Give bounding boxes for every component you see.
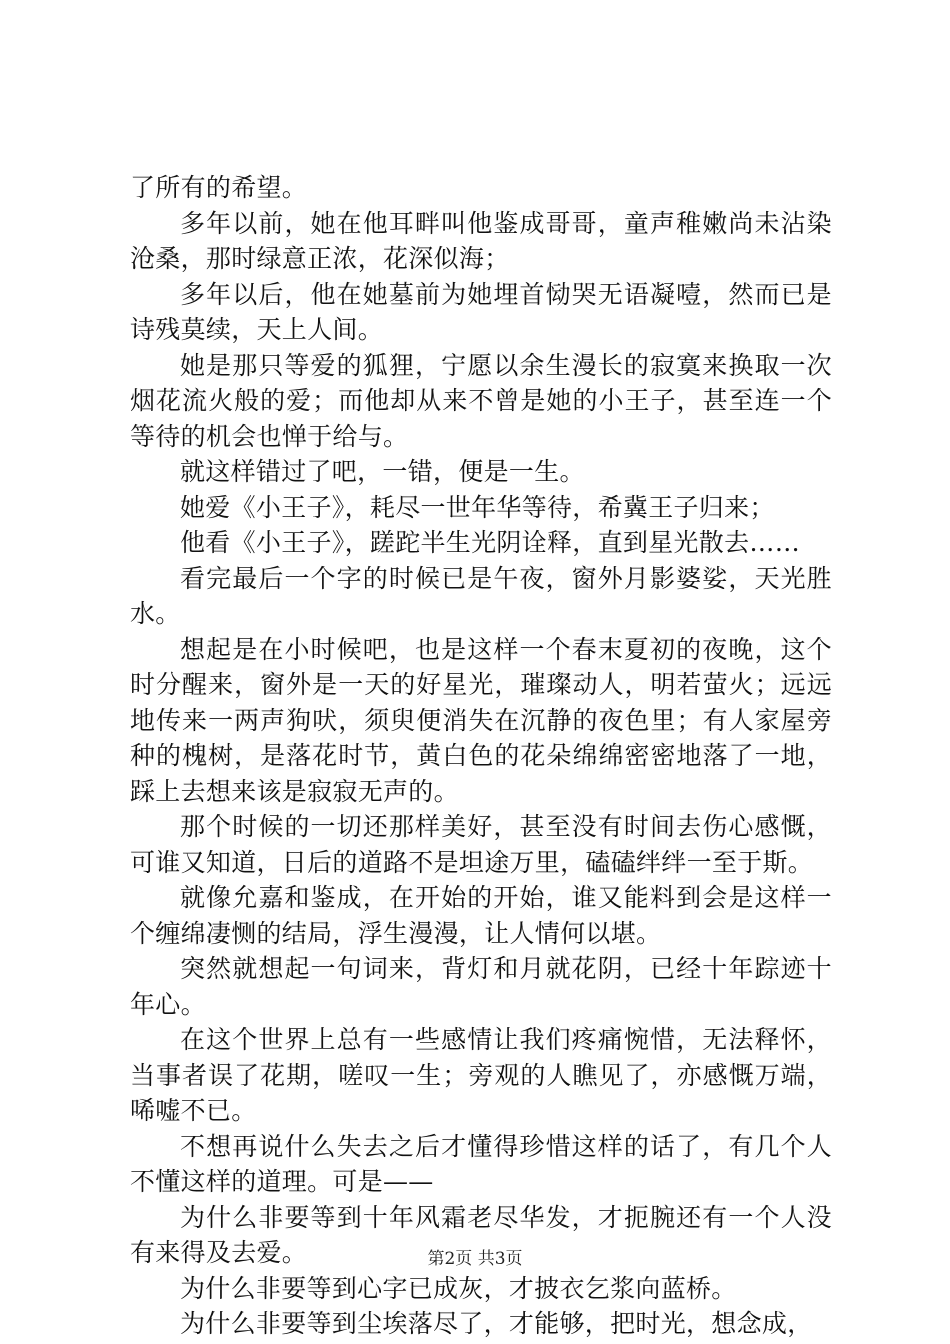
paragraph: 想起是在小时候吧，也是这样一个春末夏初的夜晚，这个时分醒来，窗外是一天的好星光，璀璨动人，明若萤火；远远地传来一两声狗吠，须臾便消失在沉静的夜色里；有人家屋旁种的槐树，是落花时节，黄白色的花朵绵绵密密地落了一地，踩上去想来该是寂寂无声的。 <box>130 634 832 806</box>
paragraph: 她爱《小王子》，耗尽一世年华等待，希冀王子归来； <box>180 492 775 522</box>
paragraph: 就像允嘉和鉴成，在开始的开始，谁又能料到会是这样一个缠绵凄恻的结局，浮生漫漫，让人情何以堪。 <box>130 883 832 948</box>
paragraph: 多年以后，他在她墓前为她埋首恸哭无语凝噎，然而已是诗残莫续，天上人间。 <box>130 279 832 344</box>
paragraph: 为什么非要等到十年风霜老尽华发，才扼腕还有一个人没有来得及去爱。 <box>130 1202 832 1267</box>
paragraph: 她是那只等爱的狐狸，宁愿以余生漫长的寂寞来换取一次烟花流火般的爱；而他却从来不曾是她的小王子，甚至连一个等待的机会也惮于给与。 <box>130 350 832 451</box>
paragraph: 那个时候的一切还那样美好，甚至没有时间去伤心感慨，可谁又知道，日后的道路不是坦途万里，磕磕绊绊一至于斯。 <box>130 812 832 877</box>
paragraph: 他看《小王子》，蹉跎半生光阴诠释，直到星光散去…… <box>180 528 801 557</box>
paragraph: 就这样错过了吧，一错，便是一生。 <box>180 457 585 486</box>
paragraph: 为什么非要等到尘埃落尽了，才能够，把时光，想念成， <box>180 1309 813 1338</box>
paragraph: 看完最后一个字的时候已是午夜，窗外月影婆娑，天光胜水。 <box>130 563 832 628</box>
page-number-footer: 第2页 共3页 <box>427 1249 523 1269</box>
paragraph: 了所有的希望。 <box>130 173 308 202</box>
paragraph: 为什么非要等到心字已成灰，才披衣乞浆向蓝桥。 <box>180 1273 737 1303</box>
paragraph: 不想再说什么失去之后才懂得珍惜这样的话了，有几个人不懂这样的道理。可是—— <box>130 1131 832 1196</box>
document-body <box>130 170 832 1342</box>
paragraph: 多年以前，她在他耳畔叫他鉴成哥哥，童声稚嫩尚未沾染沧桑，那时绿意正浓，花深似海； <box>130 208 832 273</box>
paragraph: 突然就想起一句词来，背灯和月就花阴，已经十年踪迹十年心。 <box>130 954 832 1019</box>
paragraph: 在这个世界上总有一些感情让我们疼痛惋惜，无法释怀，当事者误了花期，嗟叹一生；旁观的人瞧见了，亦感慨万端，唏嘘不已。 <box>130 1025 832 1125</box>
